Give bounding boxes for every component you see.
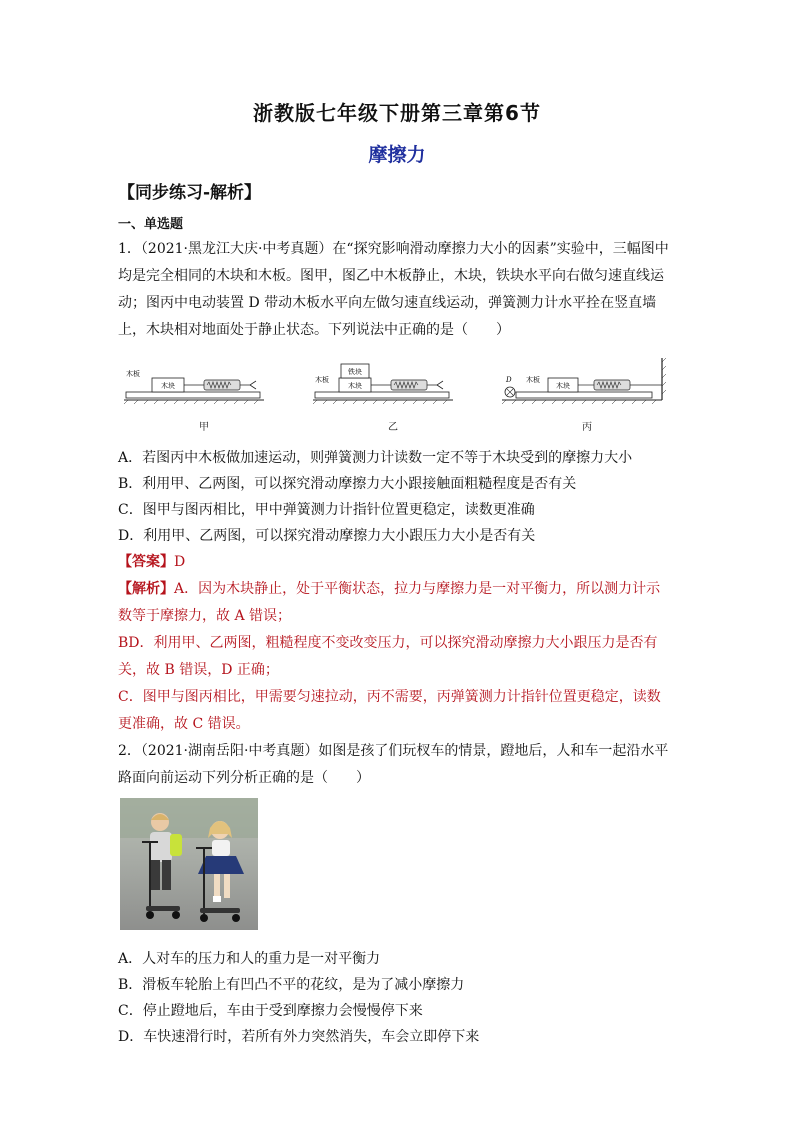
content — [118, 214, 674, 1050]
figure-caption: 乙 — [388, 422, 398, 433]
figure-yi-diagram — [313, 354, 473, 414]
q2-option-a: A．人对车的压力和人的重力是一对平衡力 — [118, 951, 381, 967]
q1-experiment-figure — [124, 354, 672, 441]
q2-stem-line: 路面向前运动下列分析正确的是（ ） — [118, 770, 370, 786]
question-1 — [118, 236, 674, 738]
q2-stem-line: 2．（2021·湖南岳阳·中考真题）如图是孩了们玩杈车的情景，蹬地后，人和车一起沿水平 — [118, 743, 669, 759]
answer-value: D — [174, 554, 186, 570]
figure-jia-diagram — [124, 362, 284, 414]
analysis-line: C．图甲与图丙相比，甲需要匀速拉动，丙不需要，丙弹簧测力计指针位置更稳定，读数 — [118, 689, 661, 705]
board-label: 木板 — [315, 376, 329, 384]
board-label: 木板 — [526, 376, 540, 384]
section-heading: 【同步练习-解析】 — [118, 183, 262, 203]
device-label: D — [506, 376, 512, 384]
block-label: 木块 — [556, 382, 570, 390]
q2-option-d: D．车快速滑行时，若所有外力突然消失，车会立即停下来 — [118, 1029, 480, 1045]
q1-stem-line: 均是完全相同的木块和木板。图甲，图乙中木板静止，木块，铁块水平向右做匀速直线运 — [118, 268, 664, 284]
analysis-line: BD．利用甲、乙两图，粗糙程度不变改变压力，可以探究滑动摩擦力大小跟压力是否有 — [118, 635, 658, 651]
q1-stem-line: 动；图丙中电动装置 D 带动木板水平向左做匀速直线运动，弹簧测力计水平拴在竖直墙 — [118, 295, 657, 311]
question-type-heading: 一、单选题 — [118, 217, 184, 232]
q1-option-c: C．图甲与图丙相比，甲中弹簧测力计指针位置更稳定，读数更准确 — [118, 502, 535, 518]
analysis-line: 关，故 B 错误，D 正确； — [118, 662, 279, 678]
answer-label: 【答案】 — [118, 554, 174, 570]
figure-bing — [502, 354, 672, 441]
q1-option-d: D．利用甲、乙两图，可以探究滑动摩擦力大小跟压力大小是否有关 — [118, 528, 536, 544]
analysis-line: 更准确，故 C 错误。 — [118, 716, 250, 732]
board-label: 木板 — [126, 370, 140, 378]
figure-bing-diagram — [502, 354, 672, 414]
figure-yi — [313, 354, 473, 441]
q2-option-b: B．滑板车轮胎上有凹凸不平的花纹，是为了减小摩擦力 — [118, 977, 465, 993]
page-subtitle: 摩擦力 — [368, 144, 426, 166]
block-label: 木块 — [348, 382, 362, 390]
q2-option-c: C．停止蹬地后，车由于受到摩擦力会慢慢停下来 — [118, 1003, 423, 1019]
figure-caption: 丙 — [582, 422, 592, 433]
scooter-kids-photo — [120, 798, 258, 930]
analysis-line: 数等于摩擦力，故 A 错误； — [118, 608, 292, 624]
q1-answer — [118, 549, 674, 576]
analysis-label: 【解析】 — [118, 581, 174, 597]
analysis-line: A．因为木块静止，处于平衡状态，拉力与摩擦力是一对平衡力，所以测力计示 — [174, 581, 661, 597]
block-label: 木块 — [161, 382, 175, 390]
q1-option-b: B．利用甲、乙两图，可以探究滑动摩擦力大小跟接触面粗糙程度是否有关 — [118, 476, 577, 492]
q1-stem-line: 1．（2021·黑龙江大庆·中考真题）在“探究影响滑动摩擦力大小的因素”实验中，三幅图中 — [118, 241, 669, 257]
figure-jia — [124, 362, 284, 441]
iron-block-label: 铁块 — [348, 368, 362, 376]
q1-option-a: A．若图丙中木板做加速运动，则弹簧测力计读数一定不等于木块受到的摩擦力大小 — [118, 450, 633, 466]
figure-caption: 甲 — [199, 422, 209, 433]
q1-analysis — [118, 576, 674, 603]
page-title: 浙教版七年级下册第三章第6节 — [253, 101, 541, 125]
q1-stem-line: 上，木块相对地面处于静止状态。下列说法中正确的是（ ） — [118, 322, 510, 338]
question-2 — [118, 738, 674, 1050]
